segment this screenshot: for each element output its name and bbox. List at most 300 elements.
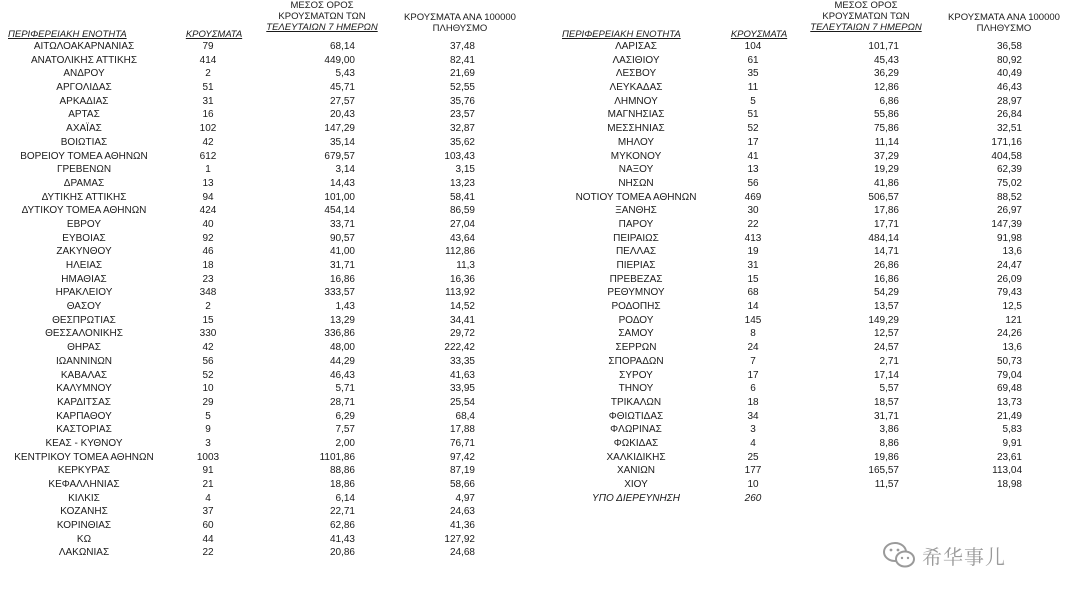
table-row [556,423,1080,437]
cell-cases: 9 [205,424,211,436]
cell-avg-7d: 68,14 [329,41,355,52]
cell-region: ΑΝΔΡΟΥ [63,68,105,80]
left-table-header [0,0,540,40]
cell-per-100k: 32,87 [449,123,475,135]
cell-cases: 56 [202,355,214,367]
cell-region: ΑΧΑΪΑΣ [66,123,102,135]
cell-per-100k: 14,52 [449,301,475,313]
cell-per-100k: 3,15 [455,164,475,176]
cell-cases: 7 [750,355,756,367]
cell-cases: 469 [744,191,762,203]
cell-region: ΔΥΤΙΚΗΣ ΑΤΤΙΚΗΣ [41,191,127,203]
table-row [0,519,540,533]
cell-cases: 92 [202,232,214,244]
cell-region: ΤΗΝΟΥ [618,383,654,395]
cell-region: ΘΗΡΑΣ [67,342,101,354]
header-avg [258,0,386,33]
left-table [0,0,540,560]
cell-cases: 79 [202,41,214,52]
cell-cases: 22 [202,547,214,559]
cell-avg-7d: 31,71 [329,260,355,271]
cell-cases: 13 [747,164,759,176]
cell-region: ΜΗΛΟΥ [617,136,655,148]
cell-cases: 348 [199,287,217,299]
table-row [0,327,540,341]
cell-avg-7d: 12,57 [873,328,899,340]
cell-region: ΡΟΔΟΥ [618,314,654,326]
header-per-line1: ΚΡΟΥΣΜΑΤΑ ΑΝΑ 100000 [404,12,516,23]
cell-avg-7d: 101,71 [868,41,899,52]
cell-region: ΜΥΚΟΝΟΥ [610,150,662,162]
cell-region: ΚΑΡΔΙΤΣΑΣ [57,396,111,408]
table-row [556,300,1080,314]
cell-region: ΑΡΤΑΣ [68,109,100,121]
table-row [556,327,1080,341]
cell-per-100k: 13,6 [1002,342,1022,354]
cell-per-100k: 113,04 [992,465,1022,477]
table-row [556,67,1080,81]
cell-per-100k: 58,41 [449,191,475,203]
cell-cases: 23 [202,273,214,285]
cell-region: ΚΑΡΠΑΘΟΥ [56,410,112,422]
cell-avg-7d: 5,57 [879,383,899,395]
header-per-line2: ΠΛΗΘΥΣΜΟ [976,23,1032,34]
cell-per-100k: 27,04 [449,218,475,230]
cell-per-100k: 52,55 [449,82,475,94]
cell-avg-7d: 18,86 [329,479,355,490]
cell-cases: 91 [202,465,214,477]
cell-region: ΛΕΥΚΑΔΑΣ [609,82,663,94]
cell-region: ΣΥΡΟΥ [619,369,653,381]
cell-cases: 31 [202,95,214,107]
cell-region: ΚΕΡΚΥΡΑΣ [57,465,111,477]
cell-region: ΠΙΕΡΙΑΣ [616,260,656,271]
table-row [556,245,1080,259]
table-row [0,369,540,383]
cell-region: ΘΕΣΠΡΩΤΙΑΣ [52,314,116,326]
cell-cases: 52 [202,369,214,381]
cell-per-100k: 41,36 [449,520,475,532]
table-row [556,122,1080,136]
cell-cases: 16 [202,109,214,121]
cell-cases: 25 [747,451,759,463]
cell-per-100k: 88,52 [996,191,1022,203]
cell-cases: 145 [744,314,762,326]
table-row [0,204,540,218]
cell-avg-7d: 12,86 [873,82,899,94]
table-row [0,54,540,68]
cell-region: ΜΑΓΝΗΣΙΑΣ [607,109,665,121]
cell-region: ΠΕΛΛΑΣ [615,246,657,258]
cell-region: ΧΑΝΙΩΝ [616,465,656,477]
cell-per-100k: 80,92 [996,54,1022,66]
cell-avg-7d: 6,14 [335,492,355,504]
cell-cases: 4 [205,492,211,504]
cell-region: ΒΟΡΕΙΟΥ ΤΟΜΕΑ ΑΘΗΝΩΝ [20,150,148,162]
cell-per-100k: 62,39 [996,164,1022,176]
cell-per-100k: 24,68 [449,547,475,559]
cell-cases: 5 [205,410,211,422]
table-row [0,232,540,246]
cell-cases: 34 [747,410,759,422]
cell-per-100k: 21,49 [996,410,1022,422]
cell-region: ΖΑΚΥΝΘΟΥ [56,246,112,258]
table-row [556,478,1080,492]
cell-cases: 10 [747,479,759,490]
cell-avg-7d: 1,43 [335,301,355,313]
cell-avg-7d: 44,29 [329,355,355,367]
cell-per-100k: 91,98 [996,232,1022,244]
table-row [556,341,1080,355]
cell-cases: 2 [205,68,211,80]
cell-cases: 61 [747,54,759,66]
cell-per-100k: 32,51 [996,123,1022,135]
cell-cases: 13 [202,177,214,189]
table-row [0,382,540,396]
table-row [0,108,540,122]
cell-cases: 42 [202,136,214,148]
cell-avg-7d: 8,86 [879,437,899,449]
cell-cases: 52 [747,123,759,135]
cell-per-100k: 112,86 [445,246,475,258]
cell-per-100k: 12,5 [1002,301,1022,313]
cell-cases: 19 [747,246,759,258]
table-row [556,163,1080,177]
cell-region: ΑΝΑΤΟΛΙΚΗΣ ΑΤΤΙΚΗΣ [30,54,138,66]
cell-avg-7d: 449,00 [324,54,355,66]
cell-cases: 35 [747,68,759,80]
cell-region: ΒΟΙΩΤΙΑΣ [60,136,108,148]
cell-avg-7d: 27,57 [329,95,355,107]
cell-avg-7d: 46,43 [329,369,355,381]
table-row [0,410,540,424]
table-row [0,122,540,136]
cell-region: ΑΡΓΟΛΙΔΑΣ [56,82,112,94]
cell-avg-7d: 3,14 [335,164,355,176]
cell-per-100k: 103,43 [444,150,475,162]
cell-cases: 51 [747,109,759,121]
right-table-body [556,40,1080,505]
header-cases: ΚΡΟΥΣΜΑΤΑ [730,29,788,40]
cell-per-100k: 46,43 [996,82,1022,94]
cell-cases: 21 [202,479,214,490]
cell-cases: 102 [199,123,217,135]
cell-avg-7d: 75,86 [873,123,899,135]
table-row [556,150,1080,164]
cell-avg-7d: 3,86 [879,424,899,436]
cell-per-100k: 25,54 [449,396,475,408]
cell-cases: 104 [744,41,762,52]
cell-per-100k: 13,73 [996,396,1022,408]
cell-region: ΚΟΡΙΝΘΙΑΣ [56,520,112,532]
cell-avg-7d: 48,00 [329,342,355,354]
cell-avg-7d: 13,57 [873,301,899,313]
cell-region: ΚΑΛΥΜΝΟΥ [56,383,112,395]
cell-cases: 413 [744,232,762,244]
cell-avg-7d: 11,57 [874,479,899,490]
table-row [556,177,1080,191]
header-region: ΠΕΡΙΦΕΡΕΙΑΚΗ ΕΝΟΤΗΤΑ [562,29,681,40]
table-row [556,314,1080,328]
cell-avg-7d: 6,86 [879,95,899,107]
cell-region: ΠΕΙΡΑΙΩΣ [613,232,659,244]
header-avg-line3: ΤΕΛΕΥΤΑΙΩΝ 7 ΗΜΕΡΩΝ [266,22,378,33]
cell-per-100k: 33,95 [449,383,475,395]
cell-avg-7d: 37,29 [873,150,899,162]
cell-avg-7d: 31,71 [873,410,899,422]
cell-avg-7d: 16,86 [329,273,355,285]
cell-cases: 15 [747,273,759,285]
cell-cases: 44 [202,533,214,545]
cell-per-100k: 87,19 [449,465,475,477]
cell-cases: 18 [202,260,214,271]
wechat-icon [882,540,916,570]
cell-avg-7d: 90,57 [329,232,355,244]
cell-per-100k: 404,58 [991,150,1022,162]
cell-region: ΔΡΑΜΑΣ [63,177,105,189]
cell-avg-7d: 17,71 [873,218,899,230]
table-row [0,286,540,300]
cell-per-100k: 76,71 [449,437,475,449]
cell-cases: 8 [750,328,756,340]
cell-avg-7d: 33,71 [329,218,355,230]
table-row [0,314,540,328]
cell-avg-7d: 2,71 [879,355,899,367]
cell-region: ΚΙΛΚΙΣ [68,492,100,504]
cell-cases: 2 [205,301,211,313]
cell-avg-7d: 41,43 [329,533,355,545]
cell-cases: 68 [747,287,759,299]
cell-avg-7d: 24,57 [873,342,899,354]
cell-cases: 24 [747,342,759,354]
cell-region: ΚΑΒΑΛΑΣ [60,369,108,381]
watermark-text: 希华事儿 [922,544,1006,569]
cell-avg-7d: 17,86 [873,205,899,217]
cell-per-100k: 13,23 [449,177,475,189]
cell-per-100k: 5,83 [1002,424,1022,436]
cell-region: ΗΜΑΘΙΑΣ [61,273,107,285]
cell-cases: 612 [199,150,217,162]
cell-avg-7d: 679,57 [324,150,355,162]
cell-avg-7d: 45,43 [873,54,899,66]
cell-per-100k: 17,88 [449,424,475,436]
cell-cases: 6 [750,383,756,395]
cell-avg-7d: 5,71 [335,383,355,395]
cell-region: ΛΑΡΙΣΑΣ [615,41,657,52]
cell-cases: 17 [747,136,759,148]
table-row [556,396,1080,410]
cell-per-100k: 24,26 [996,328,1022,340]
cell-avg-7d: 28,71 [329,396,355,408]
cell-cases: 3 [205,437,211,449]
header-per-line1: ΚΡΟΥΣΜΑΤΑ ΑΝΑ 100000 [948,12,1060,23]
table-row [0,218,540,232]
cell-region: ΣΕΡΡΩΝ [615,342,657,354]
table-row [0,273,540,287]
header-per-100k [938,12,1070,34]
cell-per-100k: 82,41 [449,54,475,66]
table-row [0,163,540,177]
cell-avg-7d: 20,43 [329,109,355,121]
cell-region: ΣΑΜΟΥ [618,328,654,340]
table-row [556,40,1080,54]
cell-per-100k: 113,92 [445,287,475,299]
cell-per-100k: 43,64 [449,232,475,244]
cell-avg-7d: 506,57 [868,191,899,203]
cell-region: ΗΡΑΚΛΕΙΟΥ [55,287,113,299]
cell-avg-7d: 333,57 [324,287,355,299]
cell-per-100k: 50,73 [996,355,1022,367]
table-row [556,95,1080,109]
cell-region: ΛΕΣΒΟΥ [615,68,657,80]
cell-per-100k: 68,4 [455,410,475,422]
cell-region: ΦΛΩΡΙΝΑΣ [610,424,662,436]
table-row [0,355,540,369]
cell-cases: 94 [202,191,214,203]
cell-avg-7d: 6,29 [335,410,355,422]
cell-cases: 1003 [196,451,220,463]
cell-cases: 60 [202,520,214,532]
cell-region: ΡΕΘΥΜΝΟΥ [607,287,665,299]
cell-avg-7d: 149,29 [868,314,899,326]
cell-cases: 56 [747,177,759,189]
cell-region: ΤΡΙΚΑΛΩΝ [610,396,662,408]
table-row [0,300,540,314]
table-row [556,273,1080,287]
cell-region: ΥΠΟ ΔΙΕΡΕΥΝΗΣΗ [592,492,680,504]
cell-avg-7d: 14,43 [329,177,355,189]
header-region: ΠΕΡΙΦΕΡΕΙΑΚΗ ΕΝΟΤΗΤΑ [8,29,127,40]
cell-avg-7d: 14,71 [873,246,899,258]
table-row [556,451,1080,465]
cell-avg-7d: 2,00 [335,437,355,449]
cell-avg-7d: 54,29 [873,287,899,299]
cell-cases: 11 [747,82,759,94]
cell-region: ΓΡΕΒΕΝΩΝ [56,164,112,176]
cell-per-100k: 11,3 [456,260,475,271]
cell-per-100k: 36,58 [996,41,1022,52]
header-avg-line1: ΜΕΣΟΣ ΟΡΟΣ [290,0,354,11]
table-row [0,546,540,560]
table-row [0,95,540,109]
cell-avg-7d: 16,86 [873,273,899,285]
cell-region: ΚΑΣΤΟΡΙΑΣ [56,424,112,436]
cell-per-100k: 26,84 [996,109,1022,121]
cell-per-100k: 33,35 [449,355,475,367]
table-row [556,218,1080,232]
cell-region: ΑΙΤΩΛΟΑΚΑΡΝΑΝΙΑΣ [33,41,135,52]
cell-avg-7d: 45,71 [329,82,355,94]
cell-region: ΚΟΖΑΝΗΣ [60,506,108,518]
cell-per-100k: 35,62 [449,136,475,148]
cell-region: ΗΛΕΙΑΣ [65,260,103,271]
cell-avg-7d: 484,14 [868,232,899,244]
cell-region: ΝΟΤΙΟΥ ΤΟΜΕΑ ΑΘΗΝΩΝ [575,191,697,203]
cell-per-100k: 41,63 [449,369,475,381]
table-row [556,191,1080,205]
cell-avg-7d: 5,43 [335,68,355,80]
left-table-body [0,40,540,560]
cell-cases: 10 [202,383,214,395]
cell-region: ΝΑΞΟΥ [618,164,654,176]
table-row [556,259,1080,273]
cell-avg-7d: 147,29 [324,123,355,135]
cell-cases: 29 [202,396,214,408]
cell-cases: 51 [202,82,214,94]
cell-per-100k: 69,48 [996,383,1022,395]
cell-per-100k: 13,6 [1002,246,1022,258]
table-row [0,136,540,150]
table-row [556,437,1080,451]
cell-per-100k: 26,97 [996,205,1022,217]
cell-per-100k: 222,42 [444,342,475,354]
right-table-header [556,0,1080,40]
table-row [556,54,1080,68]
cell-per-100k: 23,57 [449,109,475,121]
cell-region: ΘΕΣΣΑΛΟΝΙΚΗΣ [45,328,123,340]
header-per-100k [396,12,524,34]
table-row [0,259,540,273]
cell-region: ΚΕΦΑΛΛΗΝΙΑΣ [48,479,120,490]
cell-cases: 22 [747,218,759,230]
cell-per-100k: 35,76 [449,95,475,107]
cell-avg-7d: 1101,86 [319,451,355,463]
cell-cases: 14 [747,301,759,313]
table-row [0,245,540,259]
cell-per-100k: 37,48 [449,41,475,52]
cell-cases: 46 [202,246,214,258]
cell-cases: 424 [199,205,217,217]
cell-avg-7d: 17,14 [873,369,899,381]
table-row [0,150,540,164]
table-row [556,204,1080,218]
cell-avg-7d: 11,14 [874,136,899,148]
cell-per-100k: 29,72 [449,328,475,340]
cell-cases: 40 [202,218,214,230]
cell-per-100k: 86,59 [449,205,475,217]
cell-cases: 4 [750,437,756,449]
table-row [556,355,1080,369]
cell-avg-7d: 62,86 [329,520,355,532]
cell-avg-7d: 35,14 [329,136,355,148]
watermark [882,538,1006,572]
cell-cases: 15 [202,314,214,326]
cell-region: ΑΡΚΑΔΙΑΣ [59,95,109,107]
cell-cases: 5 [750,95,756,107]
table-row [0,81,540,95]
table-row [0,533,540,547]
cell-per-100k: 4,97 [455,492,475,504]
cell-per-100k: 127,92 [444,533,475,545]
table-row [0,437,540,451]
table-row [0,67,540,81]
cell-per-100k: 171,16 [991,136,1022,148]
cell-region: ΞΑΝΘΗΣ [615,205,657,217]
cell-cases: 30 [747,205,759,217]
cell-region: ΕΒΡΟΥ [66,218,102,230]
cell-region: ΚΩ [76,533,92,545]
table-row [0,451,540,465]
cell-cases: 3 [750,424,756,436]
cell-region: ΦΘΙΩΤΙΔΑΣ [608,410,664,422]
right-table [556,0,1080,505]
cell-region: ΛΑΣΙΘΙΟΥ [612,54,660,66]
cell-region: ΚΕΝΤΡΙΚΟΥ ΤΟΜΕΑ ΑΘΗΝΩΝ [14,451,154,463]
table-row [0,396,540,410]
table-row [556,464,1080,478]
header-per-line2: ΠΛΗΘΥΣΜΟ [432,23,488,34]
cell-avg-7d: 22,71 [329,506,355,518]
